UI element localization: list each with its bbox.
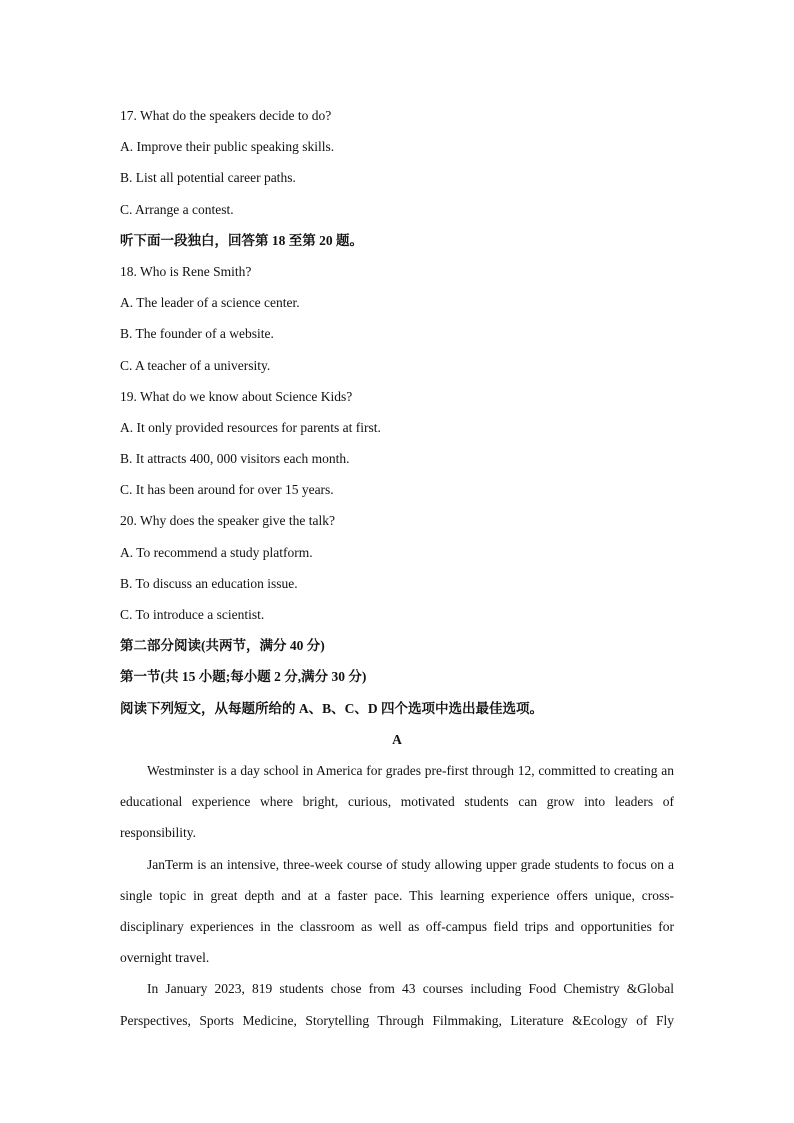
option-18a: A. The leader of a science center.: [120, 295, 300, 311]
option-19b: B. It attracts 400, 000 visitors each month.: [120, 451, 350, 467]
paragraph-3: [120, 973, 674, 1035]
reading-instruction: 阅读下列短文，从每题所给的 A、B、C、D 四个选项中选出最佳选项。: [120, 700, 544, 716]
question-18: 18. Who is Rene Smith?: [120, 263, 252, 279]
option-19c: C. It has been around for over 15 years.: [120, 482, 334, 498]
option-20b: B. To discuss an education issue.: [120, 575, 298, 591]
option-20a: A. To recommend a study platform.: [120, 544, 313, 560]
document-page: [120, 100, 674, 1036]
option-17b: B. List all potential career paths.: [120, 170, 296, 186]
option-17c: C. Arrange a contest.: [120, 201, 234, 217]
paragraph-2-text: JanTerm is an intensive, three-week course of study allowing upper grade students to focus on a single topic in great depth and at a faster pace. This learning experience offers unique, cross-disciplinary experiences in the classroom as well as off-campus field trips and opportunities for overnight travel.: [120, 856, 674, 966]
paragraph-1: [120, 755, 674, 849]
question-19: 19. What do we know about Science Kids?: [120, 388, 353, 404]
option-19a: A. It only provided resources for parents at first.: [120, 419, 381, 435]
option-18c: C. A teacher of a university.: [120, 357, 271, 373]
question-17: 17. What do the speakers decide to do?: [120, 108, 332, 123]
paragraph-2: [120, 849, 674, 974]
section-heading: 第一节(共 15 小题;每小题 2 分,满分 30 分): [120, 669, 367, 685]
option-18b: B. The founder of a website.: [120, 326, 274, 342]
option-20c: C. To introduce a scientist.: [120, 607, 265, 622]
monologue-instruction: 听下面一段独白，回答第 18 至第 20 题。: [120, 232, 363, 248]
passage-label: A: [392, 731, 402, 747]
part-heading: 第二部分阅读(共两节，满分 40 分): [120, 638, 325, 654]
option-17a: A. Improve their public speaking skills.: [120, 139, 335, 155]
question-20: 20. Why does the speaker give the talk?: [120, 513, 335, 529]
paragraph-3-text: In January 2023, 819 students chose from 43 courses including Food Chemistry &Global Perspectives, Sports Medicine, Storytelling Through Filmmaking, Literature &Ecology of Fly: [120, 981, 674, 1028]
paragraph-1-text: Westminster is a day school in America for grades pre-first through 12, committed to creating an educational experience where bright, curious, motivated students can grow into leaders of responsibility.: [120, 762, 674, 841]
